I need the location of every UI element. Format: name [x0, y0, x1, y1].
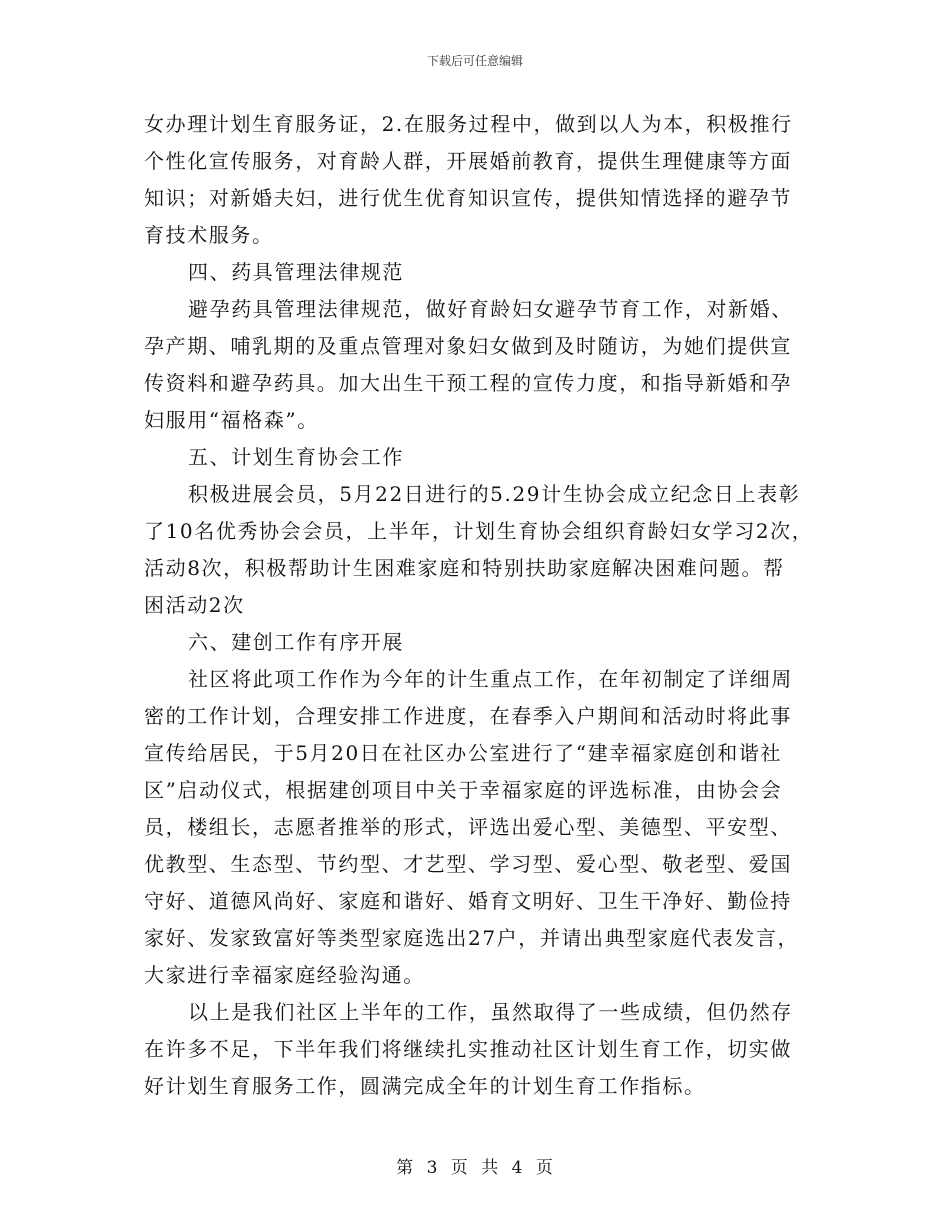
- text-line: 密的工作计划，合理安排工作进度，在春季入户期间和活动时将此事: [144, 704, 792, 728]
- text-line: 育技术服务。: [144, 223, 274, 247]
- text-line: 在许多不足，下半年我们将继续扎实推动社区计划生育工作，切实做: [144, 1037, 792, 1061]
- text-line: 活动8次，积极帮助计生困难家庭和特别扶助家庭解决困难问题。帮: [144, 556, 785, 580]
- section-heading: 五、计划生育协会工作: [188, 445, 404, 469]
- text-line: 大家进行幸福家庭经验沟通。: [144, 963, 425, 987]
- text-line: 宣传给居民，于5月20日在社区办公室进行了“建幸福家庭创和谐社: [144, 741, 782, 765]
- text-line: 困活动2次: [144, 593, 245, 617]
- text-line: 守好、道德风尚好、家庭和谐好、婚育文明好、卫生干净好、勤俭持: [144, 889, 792, 913]
- text-line: 妇服用“福格森”。: [144, 408, 319, 432]
- text-line: 区”启动仪式，根据建创项目中关于幸福家庭的评选标准，由协会会: [144, 778, 783, 802]
- section-heading: 六、建创工作有序开展: [188, 630, 404, 654]
- text-line: 知识；对新婚夫妇，进行优生优育知识宣传，提供知情选择的避孕节: [144, 186, 792, 210]
- text-line: 社区将此项工作作为今年的计生重点工作，在年初制定了详细周: [188, 667, 793, 691]
- text-line: 优教型、生态型、节约型、才艺型、学习型、爱心型、敬老型、爱国: [144, 852, 792, 876]
- text-line: 个性化宣传服务，对育龄人群，开展婚前教育，提供生理健康等方面: [144, 149, 792, 173]
- text-line: 积极进展会员，5月22日进行的5.29计生协会成立纪念日上表彰: [188, 482, 801, 506]
- text-line: 了10名优秀协会会员，上半年，计划生育协会组织育龄妇女学习2次，: [144, 519, 814, 543]
- text-line: 以上是我们社区上半年的工作，虽然取得了一些成绩，但仍然存: [188, 1000, 793, 1024]
- document-body: [144, 106, 814, 1105]
- text-line: 好计划生育服务工作，圆满完成全年的计划生育工作指标。: [144, 1074, 706, 1098]
- text-line: 女办理计划生育服务证，2.在服务过程中，做到以人为本，积极推行: [144, 112, 793, 136]
- text-line: 孕产期、哺乳期的及重点管理对象妇女做到及时随访，为她们提供宣: [144, 334, 792, 358]
- page-number-footer: 第 3 页 共 4 页: [396, 1158, 554, 1178]
- section-heading: 四、药具管理法律规范: [188, 260, 404, 284]
- text-line: 家好、发家致富好等类型家庭选出27户，并请出典型家庭代表发言，: [144, 926, 800, 950]
- text-line: 员，楼组长，志愿者推举的形式，评选出爱心型、美德型、平安型、: [144, 815, 792, 839]
- page-header: 下载后可任意编辑: [426, 54, 523, 68]
- text-line: 避孕药具管理法律规范，做好育龄妇女避孕节育工作，对新婚、: [188, 297, 793, 321]
- text-line: 传资料和避孕药具。加大出生干预工程的宣传力度，和指导新婚和孕: [144, 371, 792, 395]
